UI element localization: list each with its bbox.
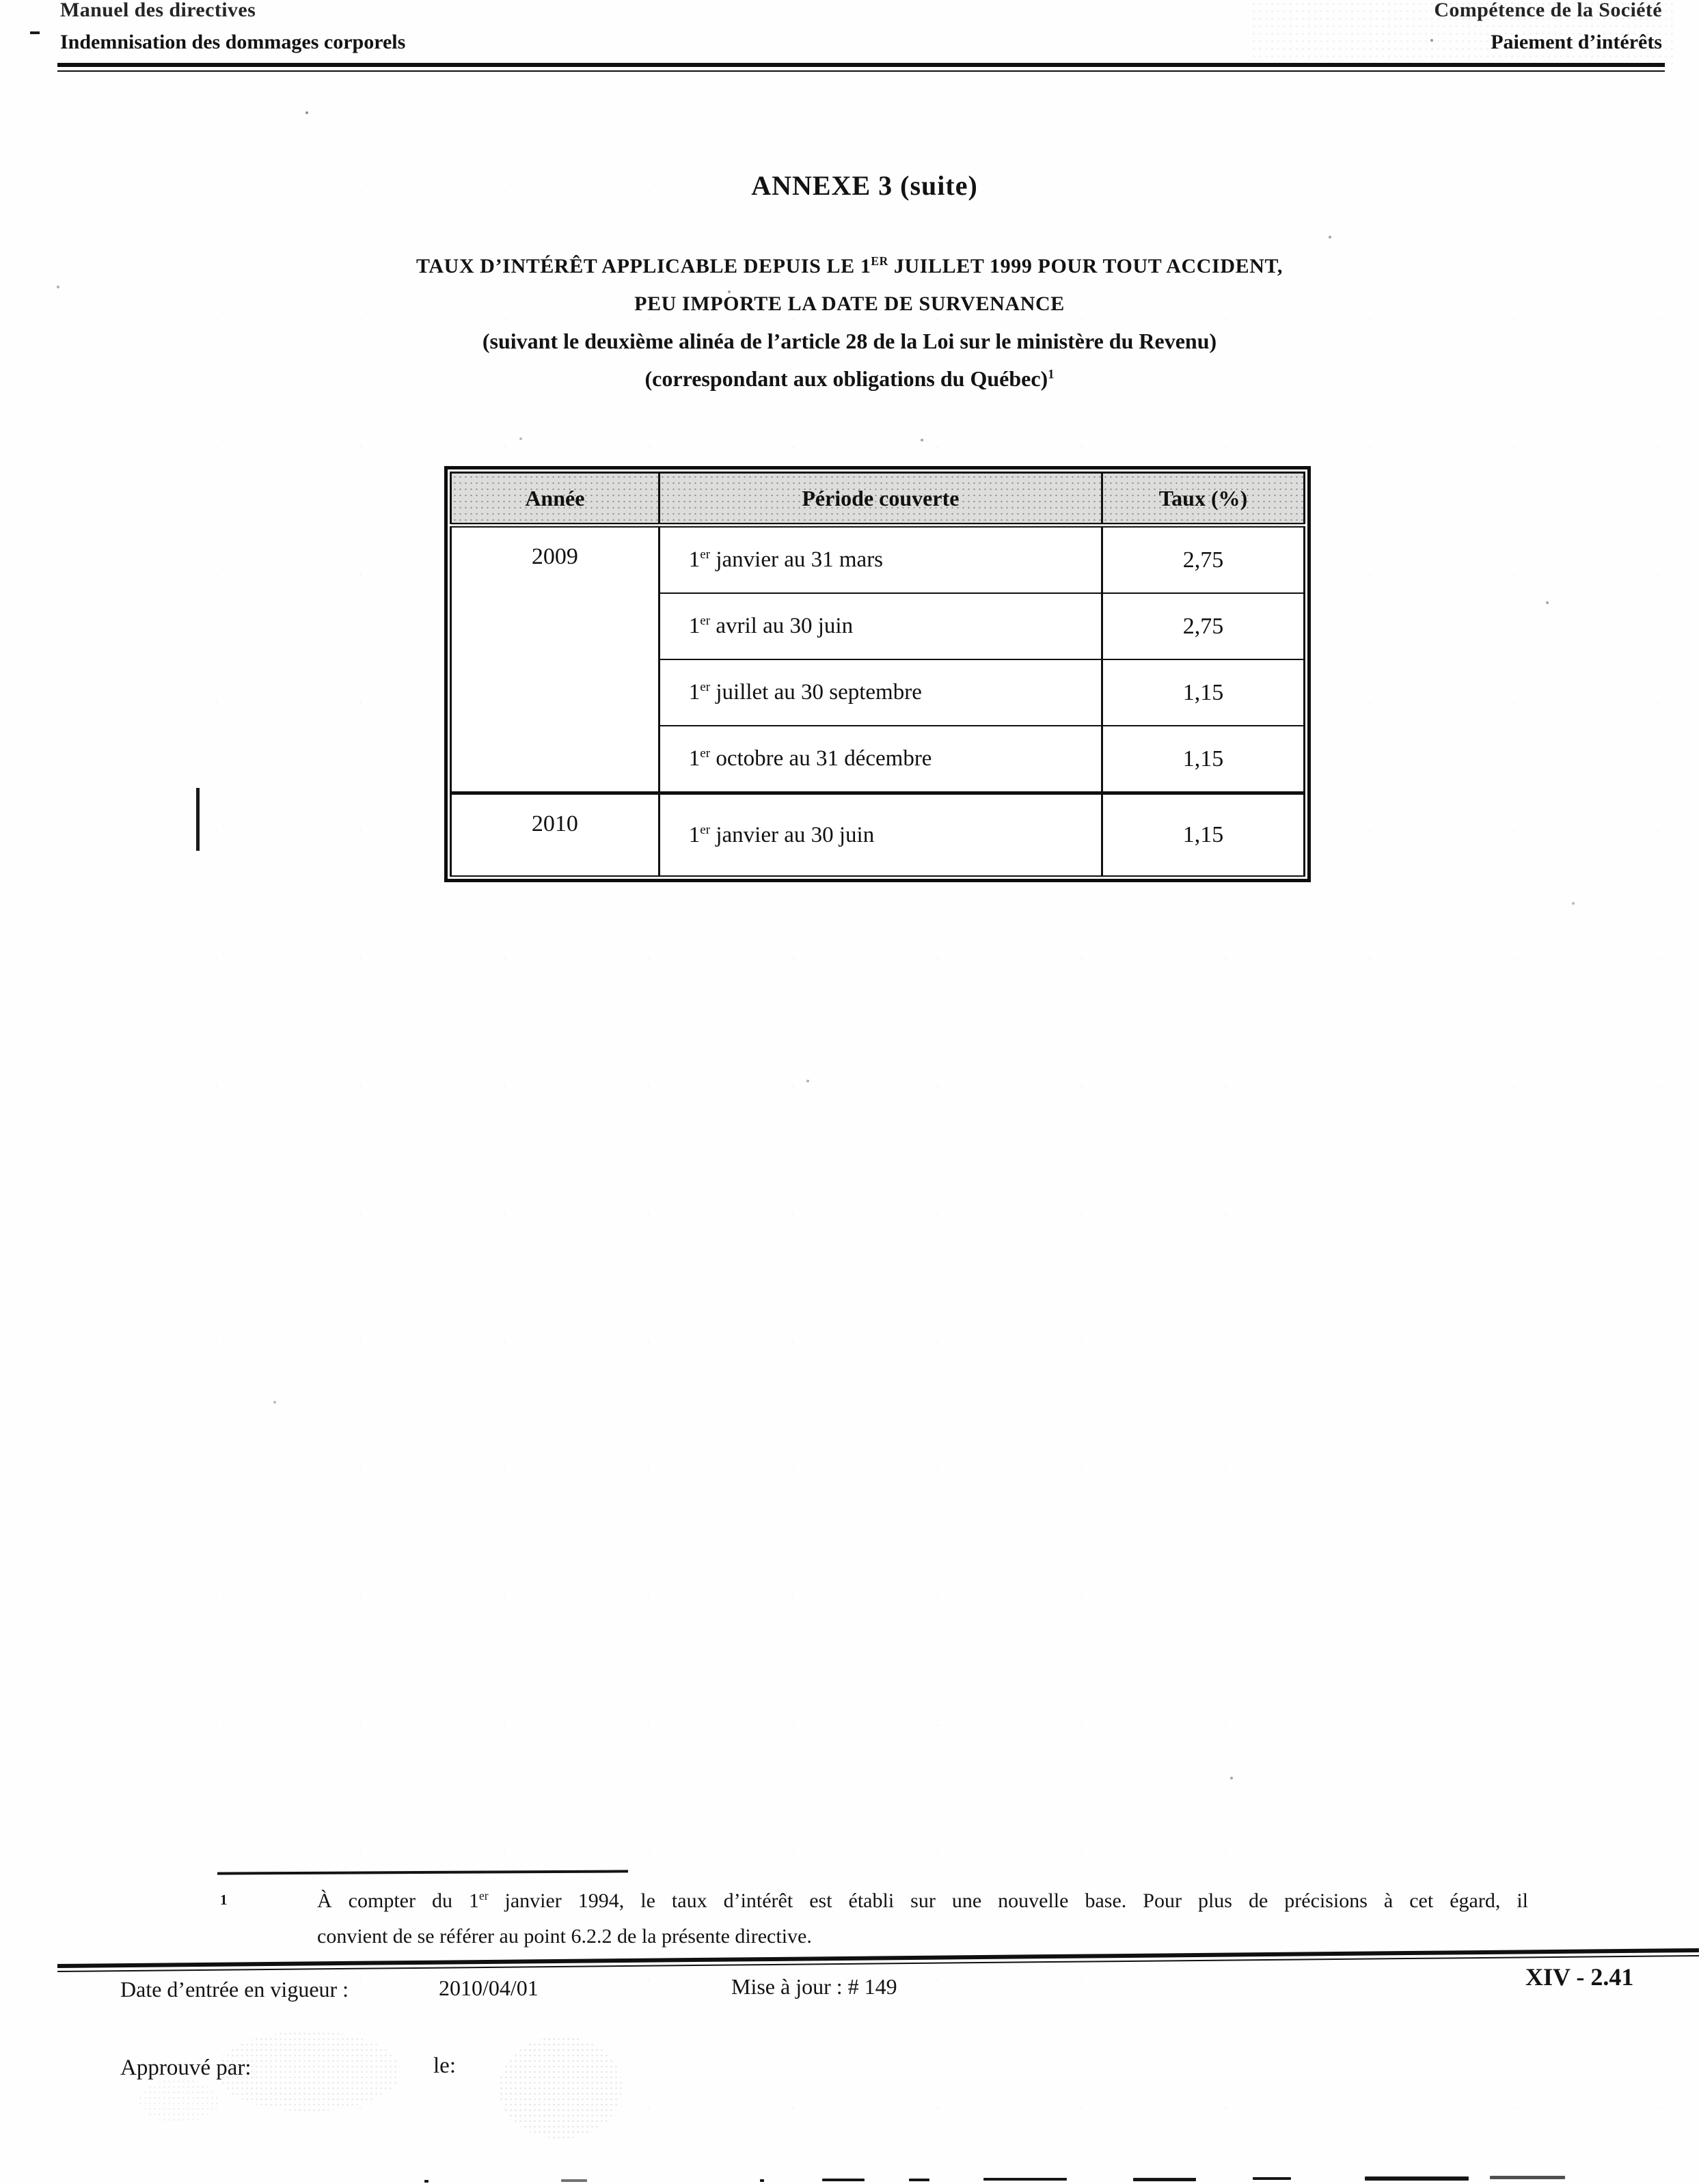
scan-smudge xyxy=(499,2036,622,2139)
year-cell-2010: 2010 xyxy=(451,793,660,877)
period-day: 1 xyxy=(688,746,701,771)
section-title-text: Compétence de la Société xyxy=(1434,0,1662,21)
period-cell xyxy=(659,525,1102,594)
subtitle-line-1-text: TAUX D’INTÉRÊT APPLICABLE DEPUIS LE 1 xyxy=(416,255,871,277)
scan-artifact-tick xyxy=(196,788,200,851)
scan-edge-dash xyxy=(1490,2176,1565,2179)
effective-date-value: 2010/04/01 xyxy=(439,1976,539,2000)
rate-cell: 1,15 xyxy=(1102,726,1304,793)
scan-edge-dash xyxy=(1133,2178,1196,2181)
approved-by-label: Approuvé par: xyxy=(120,2056,252,2080)
rate-cell: 2,75 xyxy=(1102,593,1304,659)
column-header-annee: Année xyxy=(451,473,660,525)
subtitle-line-1-suffix: JUILLET 1999 POUR TOUT ACCIDENT, xyxy=(888,255,1283,277)
subtitle-line-4-text: (correspondant aux obligations du Québec) xyxy=(644,366,1048,391)
page-header-left xyxy=(60,0,405,57)
rates-table xyxy=(450,472,1305,877)
year-cell-2009: 2009 xyxy=(451,525,660,793)
period-cell xyxy=(659,593,1102,659)
manual-subtitle: Indemnisation des dommages corporels xyxy=(60,31,406,53)
ordinal-superscript: er xyxy=(700,746,711,761)
period-range: juillet au 30 septembre xyxy=(710,680,922,705)
manual-title-text: Manuel des directives xyxy=(60,0,256,21)
scan-edge-dash xyxy=(424,2180,429,2183)
subtitle-line-3: (suivant le deuxième alinéa de l’article 28 de la Loi sur le ministère du Revenu) xyxy=(482,329,1217,353)
ordinal-superscript: er xyxy=(700,680,711,694)
scan-edge-dash xyxy=(760,2179,764,2182)
page-reference: XIV - 2.41 xyxy=(1525,1963,1634,1991)
table-row xyxy=(451,525,1305,594)
update-number: Mise à jour : # 149 xyxy=(731,1974,897,1999)
rate-cell: 1,15 xyxy=(1102,659,1304,726)
period-range: janvier au 30 juin xyxy=(710,822,875,847)
period-day: 1 xyxy=(688,547,701,572)
scan-artifact-dash xyxy=(30,31,40,34)
period-range: octobre au 31 décembre xyxy=(710,746,932,771)
scan-edge-dash xyxy=(822,2179,865,2181)
footnote-rule xyxy=(217,1870,628,1874)
ordinal-superscript: er xyxy=(700,822,711,837)
scan-edge-dash xyxy=(561,2179,587,2182)
annexe-title: ANNEXE 3 (suite) xyxy=(751,170,978,201)
period-cell xyxy=(659,726,1102,793)
period-cell xyxy=(659,659,1102,726)
annexe-subtitle xyxy=(234,247,1465,398)
subtitle-line-1-superscript: ER xyxy=(871,254,888,268)
header-rule xyxy=(57,63,1665,72)
footnote xyxy=(205,1883,1538,1954)
period-day: 1 xyxy=(688,680,701,705)
column-header-taux: Taux (%) xyxy=(1102,473,1304,525)
subtitle-line-4-footnote-ref: 1 xyxy=(1048,367,1055,382)
scan-edge-dash xyxy=(1365,2176,1469,2181)
footnote-line-1-suffix: janvier 1994, le taux d’intérêt est établi sur une nouvelle base. Pour plus de précisions à cet égard, il xyxy=(488,1889,1528,1912)
scan-edge-dash xyxy=(983,2178,1067,2181)
ordinal-superscript: er xyxy=(700,614,711,628)
scan-edge-dash xyxy=(909,2179,929,2181)
period-day: 1 xyxy=(688,822,701,847)
section-subtitle: Paiement d’intérêts xyxy=(1491,31,1662,53)
footnote-text xyxy=(317,1883,1528,1954)
page-header-right xyxy=(1434,0,1662,57)
manual-title xyxy=(60,0,405,23)
footnote-line-1-prefix: À compter du 1 xyxy=(317,1889,479,1912)
rates-table-frame xyxy=(444,466,1311,882)
subtitle-line-4 xyxy=(234,360,1465,398)
rate-cell: 2,75 xyxy=(1102,525,1304,594)
footnote-marker: 1 xyxy=(220,1892,228,1908)
effective-date-label: Date d’entrée en vigueur : xyxy=(120,1977,349,2002)
rate-cell: 1,15 xyxy=(1102,793,1304,877)
subtitle-line-1 xyxy=(234,247,1465,285)
ordinal-superscript: er xyxy=(478,1889,489,1902)
period-range: janvier au 31 mars xyxy=(710,547,884,572)
table-header-row xyxy=(451,473,1305,525)
footnote-line-1 xyxy=(317,1883,1528,1919)
scan-noise-dots xyxy=(305,111,308,114)
table-row xyxy=(451,793,1305,877)
scan-edge-dash xyxy=(1253,2177,1291,2180)
period-range: avril au 30 juin xyxy=(710,614,854,638)
column-header-periode: Période couverte xyxy=(659,473,1102,525)
footnote-line-2: convient de se référer au point 6.2.2 de la présente directive. xyxy=(317,1925,812,1948)
period-day: 1 xyxy=(688,614,701,638)
section-title xyxy=(1434,0,1662,23)
scan-smudge xyxy=(138,2079,219,2122)
date-le-label: le: xyxy=(433,2053,456,2078)
ordinal-superscript: er xyxy=(700,547,711,562)
period-cell xyxy=(659,793,1102,877)
subtitle-line-2: PEU IMPORTE LA DATE DE SURVENANCE xyxy=(634,292,1065,315)
